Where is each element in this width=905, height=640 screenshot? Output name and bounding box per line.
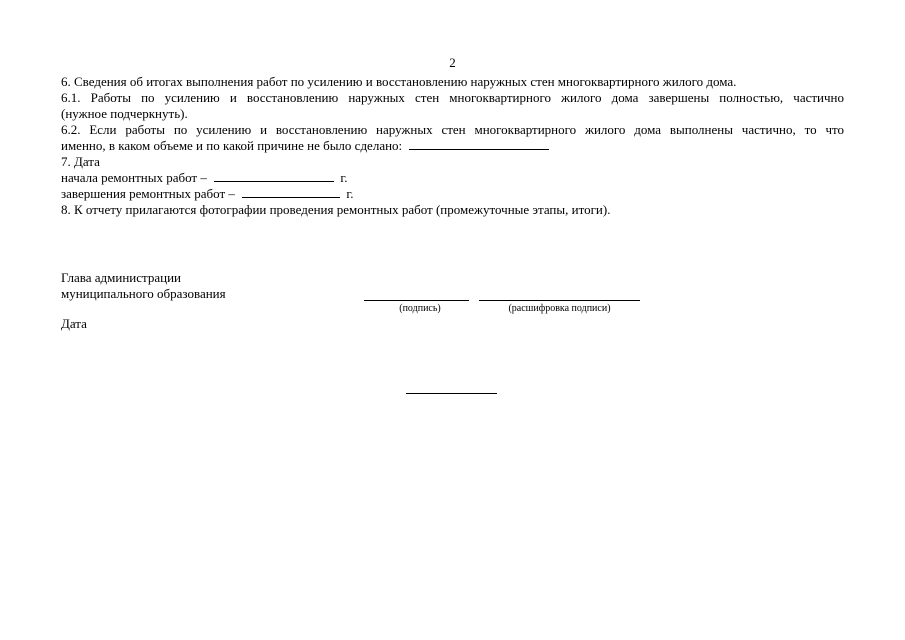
signatory-title [61, 270, 226, 302]
end-date-label: завершения ремонтных работ – [61, 186, 235, 201]
section-8-text: 8. К отчету прилагаются фотографии проведения ремонтных работ (промежуточные этапы, итоги). [61, 202, 611, 217]
section-6-heading: 6. Сведения об итогах выполнения работ по усилению и восстановлению наружных стен многоквартирного жилого дома. [61, 74, 737, 89]
signatory-title-line1: Глава администрации [61, 270, 182, 285]
signature-caption: (подпись) [399, 303, 441, 314]
report-body [61, 74, 844, 218]
reason-blank-field[interactable] [409, 138, 549, 150]
signature-line[interactable] [364, 300, 469, 301]
section-6-2-line1: 6.2. Если работы по усилению и восстановлению наружных стен многоквартирного жилого дома выполнены частично, то что [61, 122, 844, 137]
start-date-year-suffix: г. [340, 170, 348, 185]
document-end-rule [406, 393, 497, 394]
start-date-row [61, 170, 844, 186]
page-number: 2 [449, 55, 456, 70]
signatory-title-line2: муниципального образования [61, 286, 226, 301]
section-7-heading: 7. Дата [61, 154, 100, 169]
section-6-1-line2: (нужное подчеркнуть). [61, 106, 188, 121]
end-date-row [61, 186, 844, 202]
signature-fields [364, 300, 644, 320]
signature-date-label: Дата [61, 316, 87, 331]
section-6-1-line1: 6.1. Работы по усилению и восстановлению наружных стен многоквартирного жилого дома завершены полностью, частично [61, 90, 844, 105]
end-date-year-suffix: г. [346, 186, 354, 201]
signature-decoding-caption: (расшифровка подписи) [508, 303, 611, 314]
signature-decoding-line[interactable] [479, 300, 640, 301]
end-date-blank-field[interactable] [242, 186, 340, 198]
section-6-2-text: именно, в каком объеме и по какой причине не было сделано: [61, 138, 403, 153]
start-date-blank-field[interactable] [214, 170, 334, 182]
section-6-2-line2 [61, 138, 844, 154]
start-date-label: начала ремонтных работ – [61, 170, 207, 185]
